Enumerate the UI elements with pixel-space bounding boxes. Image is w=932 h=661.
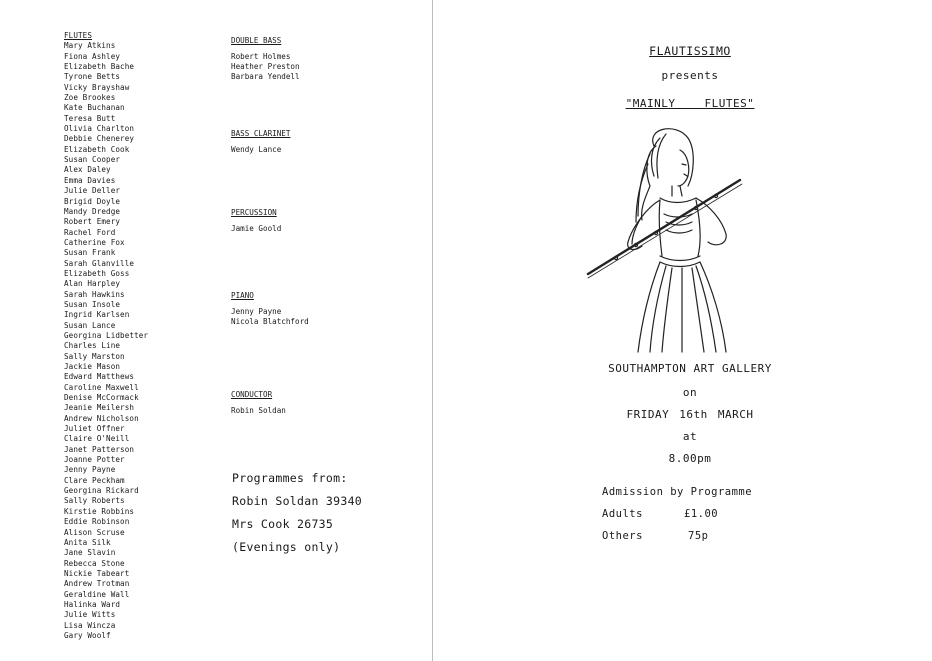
flutes-heading: FLUTES [64, 31, 93, 40]
programmes-note: (Evenings only) [232, 540, 341, 554]
flute-player: Edward Matthews [64, 372, 135, 382]
flute-player: Geraldine Wall [64, 589, 130, 599]
piano-section [231, 291, 391, 327]
flute-player: Georgina Lidbetter [64, 330, 149, 340]
flute-player: Jenny Payne [64, 465, 116, 475]
flute-player: Andrew Trotman [64, 579, 130, 589]
flute-player: Ingrid Karlsen [64, 310, 130, 320]
piano-player: Jenny Payne [231, 307, 282, 316]
programmes-line: Programmes from: [232, 471, 348, 485]
flute-player: Elizabeth Goss [64, 268, 130, 278]
others-price-row [602, 525, 752, 547]
flute-player: Vicky Brayshaw [64, 82, 130, 92]
flute-player: Nickie Tabeart [64, 568, 130, 578]
flute-player: Alison Scruse [64, 527, 125, 537]
double-bass-player: Robert Holmes [231, 52, 291, 61]
double-bass-player: Barbara Yendell [231, 72, 300, 81]
flute-player: Charles Line [64, 341, 121, 351]
programmes-info [232, 467, 362, 559]
flute-player: Eddie Robinson [64, 517, 130, 527]
flute-player: Teresa Butt [64, 113, 116, 123]
flute-player: Joanne Potter [64, 455, 125, 465]
admission-heading: Admission by Programme [602, 486, 753, 498]
percussion-heading: PERCUSSION [231, 208, 277, 217]
conductor-name: Robin Soldan [231, 406, 286, 415]
flute-player: Jackie Mason [64, 362, 121, 371]
venue-text: SOUTHAMPTON ART GALLERY [608, 362, 772, 375]
flute-player: Susan Insole [64, 299, 121, 309]
flute-player: Robert Emery [64, 217, 121, 227]
flute-player: Catherine Fox [64, 237, 125, 247]
flute-player: Jane Slavin [64, 548, 116, 558]
flute-player: Lisa Wincza [64, 620, 116, 630]
flute-player: Susan Lance [64, 320, 116, 330]
flute-player: Janet Patterson [64, 444, 135, 454]
programmes-contact: Robin Soldan 39340 [232, 494, 363, 508]
on-text: on [682, 386, 698, 399]
flute-player: Elizabeth Cook [64, 144, 130, 154]
flute-player: Rachel Ford [64, 227, 116, 237]
flute-player: Halinka Ward [64, 599, 121, 609]
flute-player: Zoe Brookes [64, 93, 116, 103]
flute-player: Olivia Charlton [64, 124, 135, 134]
flute-player: Kate Buchanan [64, 103, 125, 113]
bass-clarinet-player: Wendy Lance [231, 145, 282, 154]
adults-price: £1.00 [684, 508, 719, 520]
double-bass-heading: DOUBLE BASS [231, 36, 282, 45]
adults-price-row [602, 503, 752, 525]
flute-player: Sarah Glanville [64, 258, 135, 268]
concert-subtitle: "MAINLY FLUTES" [625, 97, 755, 110]
piano-heading: PIANO [231, 291, 254, 300]
page-fold-divider [432, 0, 433, 661]
admission-info [602, 481, 752, 547]
flute-player: Julie Deller [64, 186, 121, 196]
flute-player: Tyrone Betts [64, 72, 121, 82]
concert-title: FLAUTISSIMO [649, 44, 731, 58]
at-text: at [682, 430, 698, 443]
percussion-player: Jamie Goold [231, 224, 282, 233]
flute-player: Sally Roberts [64, 496, 125, 506]
flute-player: Gary Woolf [64, 630, 111, 640]
flute-player: Sarah Hawkins [64, 289, 125, 299]
piano-player: Nicola Blatchford [231, 317, 309, 326]
conductor-section [231, 390, 391, 416]
flute-player: Mandy Dredge [64, 206, 121, 216]
double-bass-section [231, 36, 391, 82]
presents-text: presents [661, 69, 719, 82]
flute-player: Caroline Maxwell [64, 382, 139, 392]
double-bass-player: Heather Preston [231, 62, 300, 71]
programmes-contact: Mrs Cook 26735 [232, 517, 334, 531]
flute-player: Anita Silk [64, 537, 111, 547]
flute-player: Denise McCormack [64, 393, 139, 403]
flute-player: Jeanie Meilersh [64, 403, 135, 413]
flute-player: Brigid Doyle [64, 196, 121, 206]
percussion-section [231, 208, 391, 234]
bass-clarinet-section [231, 129, 391, 155]
flute-player: Georgina Rickard [64, 486, 139, 496]
flute-player: Clare Peckham [64, 475, 125, 485]
flute-player: Susan Frank [64, 248, 116, 258]
others-label: Others [602, 530, 643, 542]
flute-player: Rebecca Stone [64, 558, 125, 568]
flute-player: Kirstie Robbins [64, 506, 135, 516]
flute-player: Claire O'Neill [64, 434, 130, 444]
flute-player: Andrew Nicholson [64, 413, 139, 423]
girl-playing-flute-drawing-icon [576, 124, 766, 354]
flute-player: Mary Atkins [64, 41, 116, 51]
flute-player: Emma Davies [64, 175, 116, 185]
flutes-section [64, 31, 214, 641]
adults-label: Adults [602, 508, 643, 520]
flute-player: Susan Cooper [64, 155, 121, 165]
concert-time: 8.00pm [668, 452, 712, 465]
others-price: 75p [688, 530, 709, 542]
flute-player: Julie Witts [64, 610, 116, 620]
flute-player: Sally Marston [64, 351, 125, 361]
flutes-name-list [64, 41, 214, 641]
flute-player: Fiona Ashley [64, 51, 121, 61]
flute-player: Debbie Chenerey [64, 134, 135, 144]
flute-player: Alan Harpley [64, 279, 121, 289]
flute-player: Juliet Offner [64, 424, 125, 434]
flute-player: Elizabeth Bache [64, 62, 135, 72]
conductor-heading: CONDUCTOR [231, 390, 273, 399]
flute-player: Alex Daley [64, 165, 111, 175]
bass-clarinet-heading: BASS CLARINET [231, 129, 291, 138]
concert-date: FRIDAY 16th MARCH [626, 408, 754, 421]
